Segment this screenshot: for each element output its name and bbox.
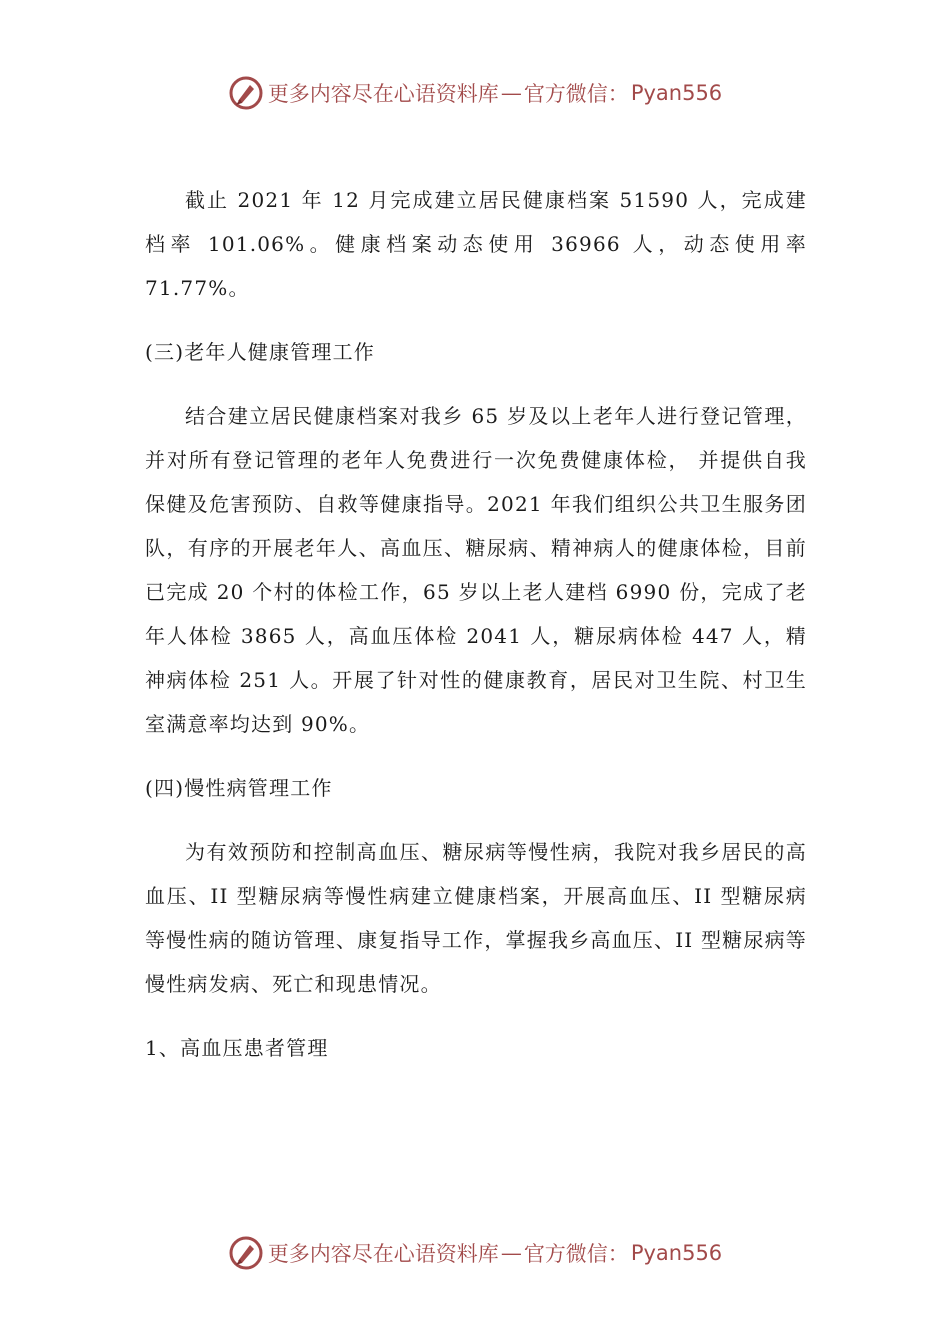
footer-banner xyxy=(0,1233,950,1273)
section-heading-elderly: (三)老年人健康管理工作 xyxy=(145,340,376,364)
footer-brand-text: 更多内容尽在心语资料库 xyxy=(267,1242,499,1266)
footer-wechat-label: 官方微信： xyxy=(523,1242,629,1266)
header-brand-text: 更多内容尽在心语资料库 xyxy=(267,82,499,106)
document-body xyxy=(145,178,807,1090)
paragraph-chronic-management: 为有效预防和控制高血压、糖尿病等慢性病，我院对我乡居民的高血压、II 型糖尿病等慢性病建立健康档案，开展高血压、II 型糖尿病等慢性病的随访管理、康复指导工作，掌握我乡高血压、II 型糖尿病等慢性病发病、死亡和现患情况。 xyxy=(145,840,807,996)
subsection-heading-hypertension: 1、高血压患者管理 xyxy=(145,1036,329,1060)
footer-separator: — xyxy=(500,1241,522,1265)
section-heading-chronic: (四)慢性病管理工作 xyxy=(145,776,333,800)
header-separator: — xyxy=(500,81,522,105)
paragraph-health-records: 截止 2021 年 12 月完成建立居民健康档案 51590 人，完成建档率 101.06%。健康档案动态使用 36966 人，动态使用率 71.77%。 xyxy=(145,188,807,300)
header-banner xyxy=(0,73,950,113)
brand-logo-icon xyxy=(228,75,264,111)
header-wechat-label: 官方微信： xyxy=(523,82,629,106)
header-wechat-id: Pyan556 xyxy=(630,81,723,105)
paragraph-elderly-management: 结合建立居民健康档案对我乡 65 岁及以上老年人进行登记管理，并对所有登记管理的老年人免费进行一次免费健康体检， 并提供自我保健及危害预防、自救等健康指导。2021 年我们组织公共卫生服务团队，有序的开展老年人、高血压、糖尿病、精神病人的健康体检，目前已完成 20 个村的体检工作，65 岁以上老人建档 6990 份，完成了老年人体检 3865 人，高血压体检 2041 人，糖尿病体检 447 人，精神病体检 251 人。开展了针对性的健康教育，居民对卫生院、村卫生室满意率均达到 90%。 xyxy=(145,404,807,736)
brand-logo-icon xyxy=(228,1235,264,1271)
footer-wechat-id: Pyan556 xyxy=(630,1241,723,1265)
